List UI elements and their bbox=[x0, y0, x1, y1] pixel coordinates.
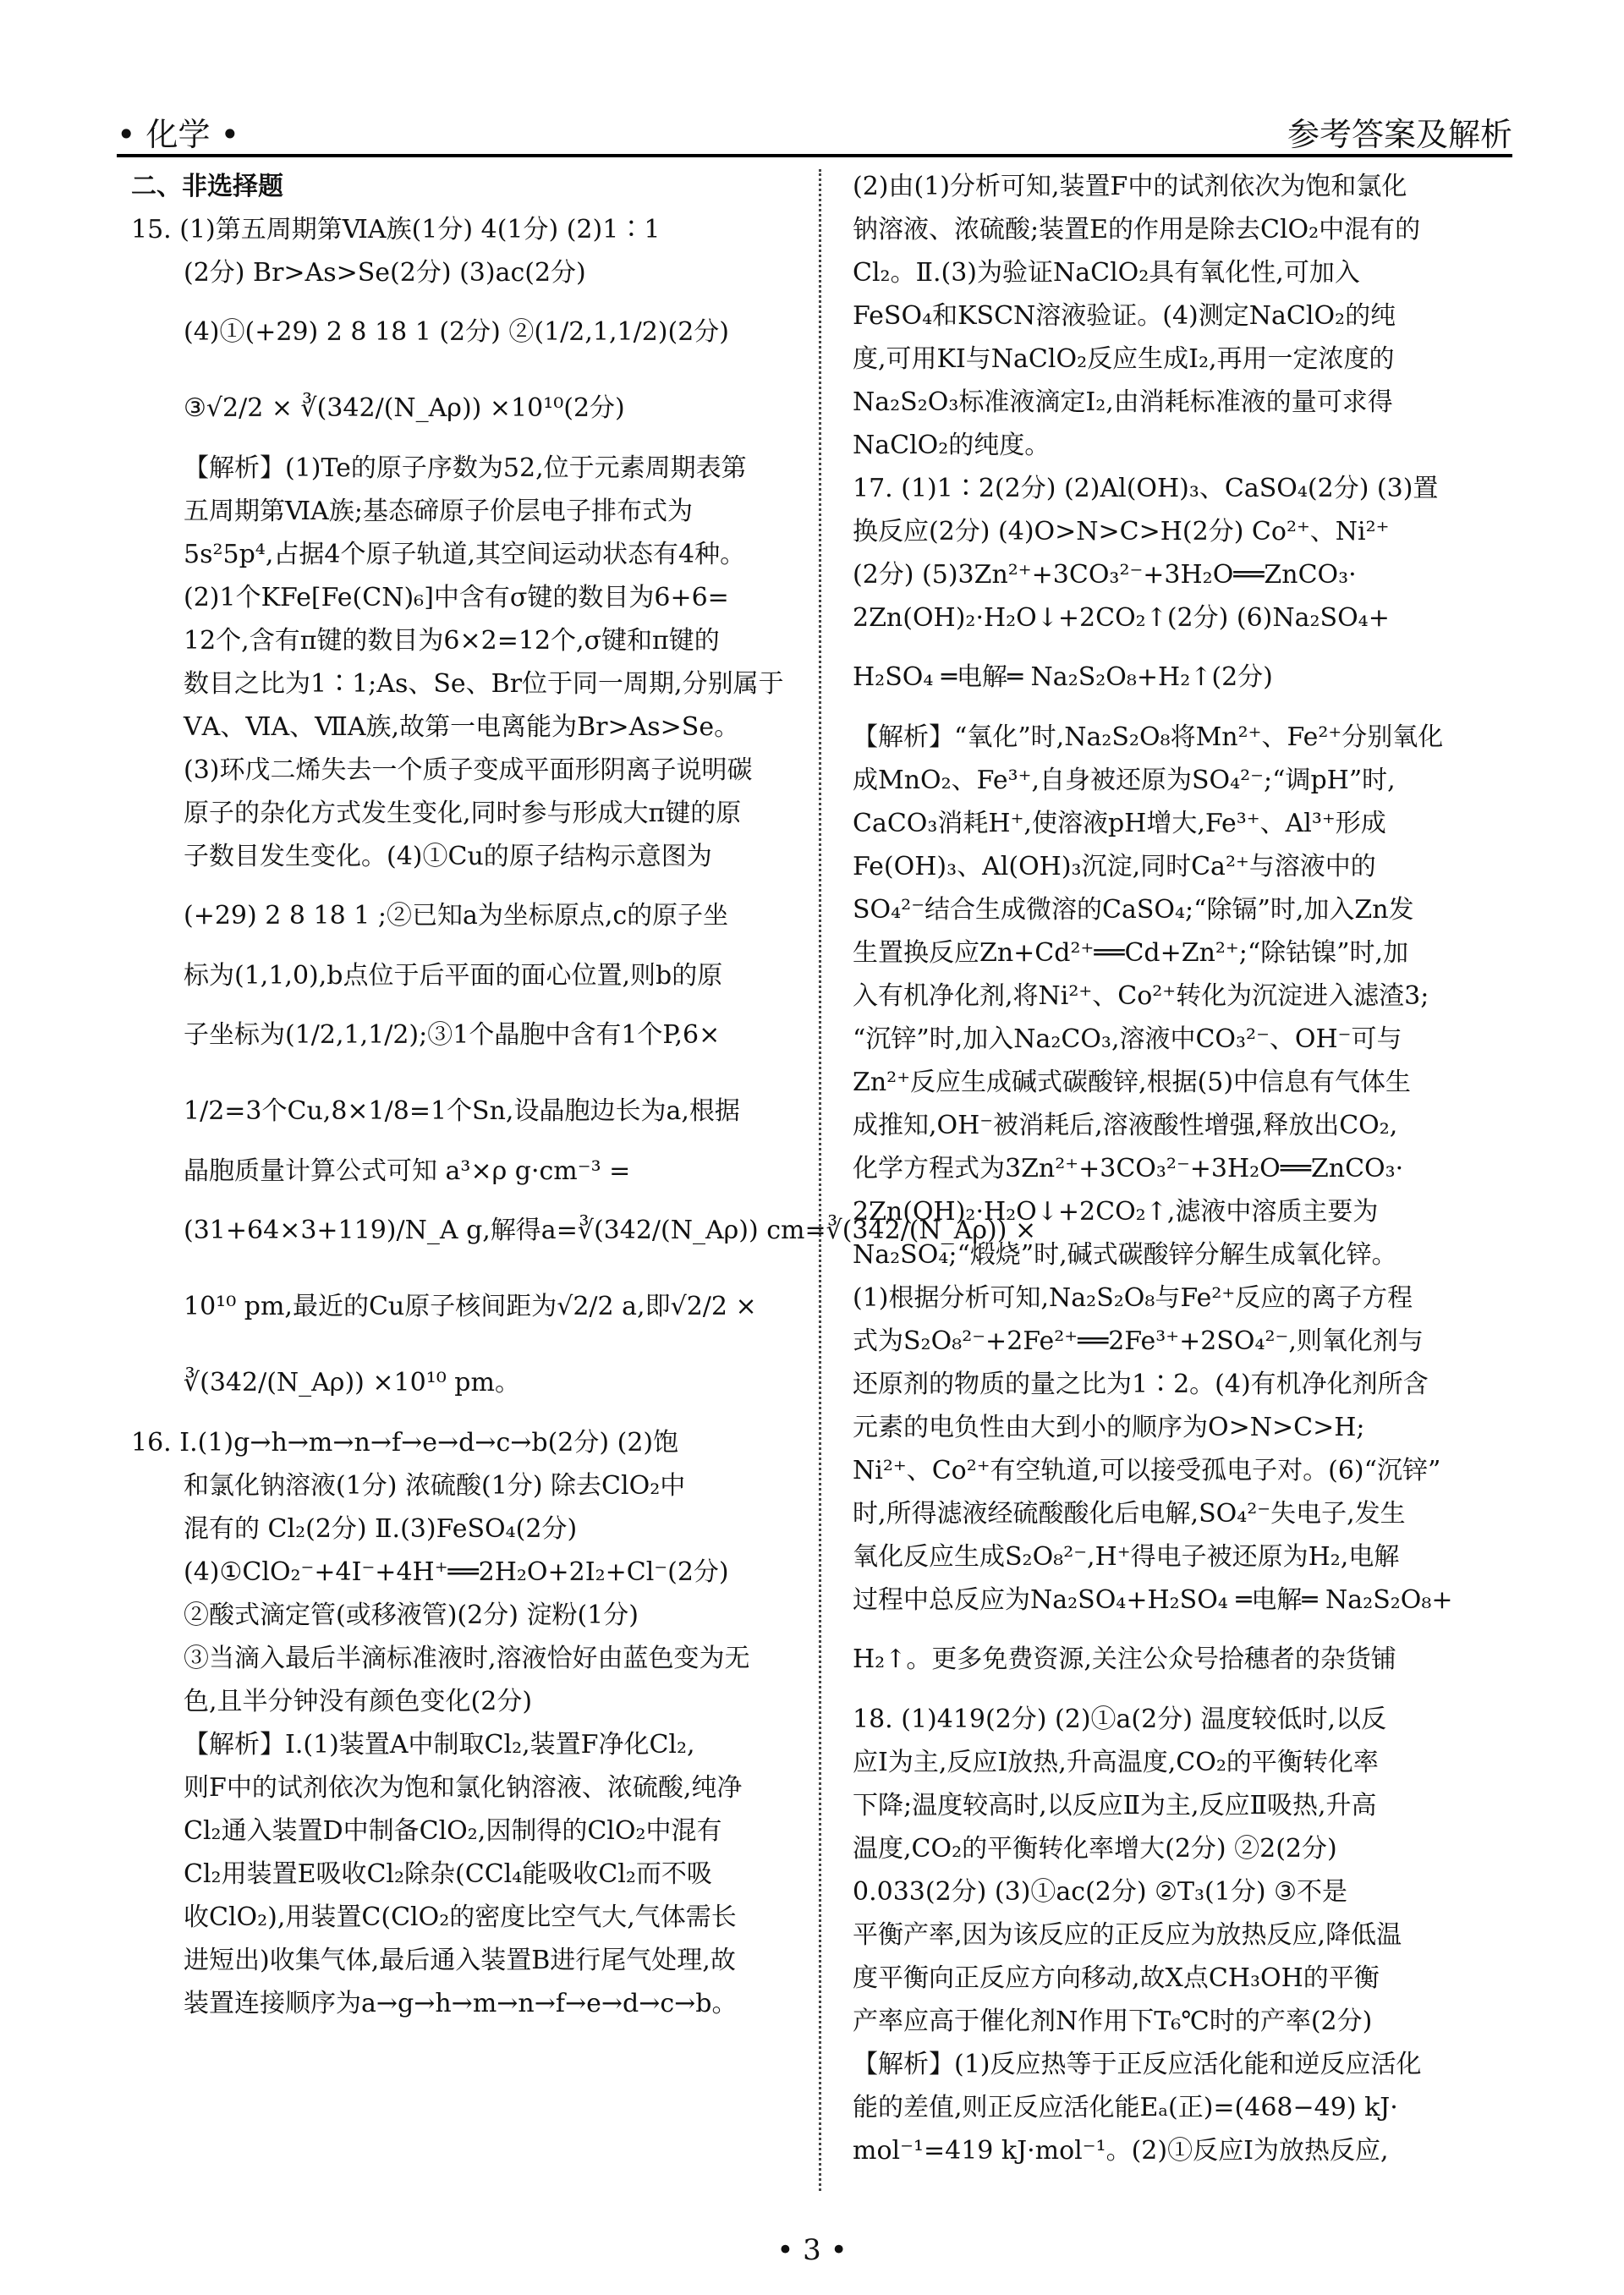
page-number: • 3 • bbox=[776, 2233, 848, 2267]
text-line: Cl₂通入装置D中制备ClO₂,因制得的ClO₂中混有 bbox=[184, 1816, 722, 1846]
text-line: 15. (1)第五周期第ⅥA族(1分) 4(1分) (2)1∶1 bbox=[131, 215, 661, 244]
text-line: 【解析】Ⅰ.(1)装置A中制取Cl₂,装置F净化Cl₂, bbox=[184, 1730, 695, 1760]
text-line: 1/2=3个Cu,8×1/8=1个Sn,设晶胞边长为a,根据 bbox=[184, 1096, 740, 1126]
text-line: 标为(1,1,0),b点位于后平面的面心位置,则b的原 bbox=[184, 961, 723, 991]
text-line: 氧化反应生成S₂O₈²⁻,H⁺得电子被还原为H₂,电解 bbox=[853, 1542, 1400, 1572]
text-line: ②酸式滴定管(或移液管)(2分) 淀粉(1分) bbox=[184, 1600, 639, 1630]
text-line: 数目之比为1∶1;As、Se、Br位于同一周期,分别属于 bbox=[184, 669, 784, 699]
text-line: 12个,含有π键的数目为6×2=12个,σ键和π键的 bbox=[184, 626, 720, 656]
text-line: 度,可用KI与NaClO₂反应生成I₂,再用一定浓度的 bbox=[853, 344, 1395, 374]
subject-label: • 化学 • bbox=[117, 116, 239, 153]
text-line: (4)①(+29) 2 8 18 1 (2分) ②(1/2,1,1/2)(2分) bbox=[184, 317, 729, 347]
text-line: Na₂SO₄;“煅烧”时,碱式碳酸锌分解生成氧化锌。 bbox=[853, 1240, 1397, 1270]
text-line: (4)①ClO₂⁻+4I⁻+4H⁺══2H₂O+2I₂+Cl⁻(2分) bbox=[184, 1557, 729, 1587]
text-line: (2)由(1)分析可知,装置F中的试剂依次为饱和氯化 bbox=[853, 172, 1407, 201]
text-line: 还原剂的物质的量之比为1∶2。(4)有机净化剂所含 bbox=[853, 1370, 1429, 1399]
text-line: 应Ⅰ为主,反应Ⅰ放热,升高温度,CO₂的平衡转化率 bbox=[853, 1748, 1379, 1777]
text-line: 过程中总反应为Na₂SO₄+H₂SO₄ ═电解═ Na₂S₂O₈+ bbox=[853, 1585, 1453, 1615]
text-line: mol⁻¹=419 kJ·mol⁻¹。(2)①反应Ⅰ为放热反应, bbox=[853, 2136, 1389, 2166]
header-rule bbox=[117, 154, 1512, 157]
text-line: CaCO₃消耗H⁺,使溶液pH增大,Fe³⁺、Al³⁺形成 bbox=[853, 809, 1386, 838]
text-line: 五周期第ⅥA族;基态碲原子价层电子排布式为 bbox=[184, 497, 693, 526]
text-line: 能的差值,则正反应活化能Eₐ(正)=(468−49) kJ· bbox=[853, 2093, 1398, 2122]
text-line: 【解析】(1)反应热等于正反应活化能和逆反应活化 bbox=[853, 2050, 1422, 2079]
text-line: 式为S₂O₈²⁻+2Fe²⁺══2Fe³⁺+2SO₄²⁻,则氧化剂与 bbox=[853, 1326, 1424, 1356]
text-line: H₂↑。更多免费资源,关注公众号拾穗者的杂货铺 bbox=[853, 1644, 1396, 1674]
text-line: ⅤA、ⅥA、ⅦA族,故第一电离能为Br>As>Se。 bbox=[184, 712, 740, 742]
text-line: 10¹⁰ pm,最近的Cu原子核间距为√2/2 a,即√2/2 × bbox=[184, 1292, 757, 1321]
text-line: ③当滴入最后半滴标准液时,溶液恰好由蓝色变为无 bbox=[184, 1644, 750, 1673]
text-line: 温度,CO₂的平衡转化率增大(2分) ②2(2分) bbox=[853, 1834, 1337, 1864]
text-line: 5s²5p⁴,占据4个原子轨道,其空间运动状态有4种。 bbox=[184, 540, 746, 569]
text-line: 晶胞质量计算公式可知 a³×ρ g·cm⁻³ = bbox=[184, 1156, 631, 1186]
text-line: 进短出)收集气体,最后通入装置B进行尾气处理,故 bbox=[184, 1946, 736, 1975]
text-line: 子坐标为(1/2,1,1/2);③1个晶胞中含有1个P,6× bbox=[184, 1020, 721, 1050]
text-line: H₂SO₄ ═电解═ Na₂S₂O₈+H₂↑(2分) bbox=[853, 662, 1273, 692]
text-line: FeSO₄和KSCN溶液验证。(4)测定NaClO₂的纯 bbox=[853, 301, 1396, 331]
text-line: Na₂S₂O₃标准液滴定I₂,由消耗标准液的量可求得 bbox=[853, 387, 1393, 417]
text-line: (2)1个KFe[Fe(CN)₆]中含有σ键的数目为6+6= bbox=[184, 583, 729, 612]
text-line: ③√2/2 × ∛(342/(N_Aρ)) ×10¹⁰(2分) bbox=[184, 393, 625, 423]
text-line: SO₄²⁻结合生成微溶的CaSO₄;“除镉”时,加入Zn发 bbox=[853, 895, 1414, 925]
text-line: 2Zn(OH)₂·H₂O↓+2CO₂↑,滤液中溶质主要为 bbox=[853, 1197, 1379, 1227]
text-line: 换反应(2分) (4)O>N>C>H(2分) Co²⁺、Ni²⁺ bbox=[853, 517, 1390, 546]
text-line: 成MnO₂、Fe³⁺,自身被还原为SO₄²⁻;“调pH”时, bbox=[853, 766, 1396, 795]
right-column bbox=[853, 165, 1529, 2172]
text-line: Zn²⁺反应生成碱式碳酸锌,根据(5)中信息有气体生 bbox=[853, 1068, 1412, 1097]
text-line: 子数目发生变化。(4)①Cu的原子结构示意图为 bbox=[184, 842, 712, 871]
text-line: 色,且半分钟没有颜色变化(2分) bbox=[184, 1687, 533, 1716]
text-line: ∛(342/(N_Aρ)) ×10¹⁰ pm。 bbox=[184, 1368, 520, 1397]
text-line: 混有的 Cl₂(2分) Ⅱ.(3)FeSO₄(2分) bbox=[184, 1514, 578, 1544]
text-line: 收ClO₂),用装置C(ClO₂的密度比空气大,气体需长 bbox=[184, 1902, 737, 1932]
text-line: NaClO₂的纯度。 bbox=[853, 431, 1051, 460]
text-line: Cl₂用装置E吸收Cl₂除杂(CCl₄能吸收Cl₂而不吸 bbox=[184, 1859, 712, 1889]
text-line: 原子的杂化方式发生变化,同时参与形成大π键的原 bbox=[184, 799, 742, 828]
page-header bbox=[117, 108, 1512, 152]
text-line: Fe(OH)₃、Al(OH)₃沉淀,同时Ca²⁺与溶液中的 bbox=[853, 852, 1376, 881]
text-line: 装置连接顺序为a→g→h→m→n→f→e→d→c→b。 bbox=[184, 1989, 738, 2018]
text-line: “沉锌”时,加入Na₂CO₃,溶液中CO₃²⁻、OH⁻可与 bbox=[853, 1024, 1402, 1054]
text-line: 化学方程式为3Zn²⁺+3CO₃²⁻+3H₂O══ZnCO₃· bbox=[853, 1154, 1404, 1183]
text-line: 2Zn(OH)₂·H₂O↓+2CO₂↑(2分) (6)Na₂SO₄+ bbox=[853, 603, 1390, 633]
text-line: (31+64×3+119)/N_A g,解得a=∛(342/(N_Aρ)) cm=∛(342/(N_Aρ)) × bbox=[184, 1216, 1037, 1245]
text-line: 18. (1)419(2分) (2)①a(2分) 温度较低时,以反 bbox=[853, 1705, 1386, 1734]
text-line: 和氯化钠溶液(1分) 浓硫酸(1分) 除去ClO₂中 bbox=[184, 1471, 686, 1501]
text-line: 0.033(2分) (3)①ac(2分) ②T₃(1分) ③不是 bbox=[853, 1877, 1347, 1907]
column-divider bbox=[819, 169, 821, 2191]
text-line: 【解析】“氧化”时,Na₂S₂O₈将Mn²⁺、Fe²⁺分别氧化 bbox=[853, 722, 1444, 752]
text-line: 平衡产率,因为该反应的正反应为放热反应,降低温 bbox=[853, 1920, 1402, 1950]
text-line: Cl₂。Ⅱ.(3)为验证NaClO₂具有氧化性,可加入 bbox=[853, 258, 1360, 288]
text-line: 入有机净化剂,将Ni²⁺、Co²⁺转化为沉淀进入滤渣3; bbox=[853, 981, 1429, 1011]
text-line: 成推知,OH⁻被消耗后,溶液酸性增强,释放出CO₂, bbox=[853, 1111, 1398, 1140]
text-line: 【解析】(1)Te的原子序数为52,位于元素周期表第 bbox=[184, 453, 747, 483]
doc-title: 参考答案及解析 bbox=[1287, 116, 1512, 153]
text-line: (2分) Br>As>Se(2分) (3)ac(2分) bbox=[184, 258, 586, 288]
text-line: 二、非选择题 bbox=[131, 172, 283, 201]
text-line: (1)根据分析可知,Na₂S₂O₈与Fe²⁺反应的离子方程 bbox=[853, 1283, 1413, 1313]
text-line: 则F中的试剂依次为饱和氯化钠溶液、浓硫酸,纯净 bbox=[184, 1773, 743, 1803]
text-line: 产率应高于催化剂N作用下T₆℃时的产率(2分) bbox=[853, 2007, 1373, 2036]
text-line: 度平衡向正反应方向移动,故X点CH₃OH的平衡 bbox=[853, 1963, 1380, 1993]
text-line: Ni²⁺、Co²⁺有空轨道,可以接受孤电子对。(6)“沉锌” bbox=[853, 1456, 1441, 1485]
text-line: (3)环戊二烯失去一个质子变成平面形阴离子说明碳 bbox=[184, 755, 753, 785]
text-line: (+29) 2 8 18 1 ;②已知a为坐标原点,c的原子坐 bbox=[184, 901, 729, 931]
text-line: (2分) (5)3Zn²⁺+3CO₃²⁻+3H₂O══ZnCO₃· bbox=[853, 560, 1357, 590]
text-line: 钠溶液、浓硫酸;装置E的作用是除去ClO₂中混有的 bbox=[853, 215, 1421, 244]
text-line: 16. Ⅰ.(1)g→h→m→n→f→e→d→c→b(2分) (2)饱 bbox=[131, 1428, 679, 1458]
text-line: 下降;温度较高时,以反应Ⅱ为主,反应Ⅱ吸热,升高 bbox=[853, 1791, 1377, 1820]
text-line: 生置换反应Zn+Cd²⁺══Cd+Zn²⁺;“除钴镍”时,加 bbox=[853, 938, 1409, 968]
text-line: 时,所得滤液经硫酸酸化后电解,SO₄²⁻失电子,发生 bbox=[853, 1499, 1406, 1529]
text-line: 17. (1)1∶2(2分) (2)Al(OH)₃、CaSO₄(2分) (3)置 bbox=[853, 474, 1439, 503]
text-line: 元素的电负性由大到小的顺序为O>N>C>H; bbox=[853, 1413, 1365, 1442]
